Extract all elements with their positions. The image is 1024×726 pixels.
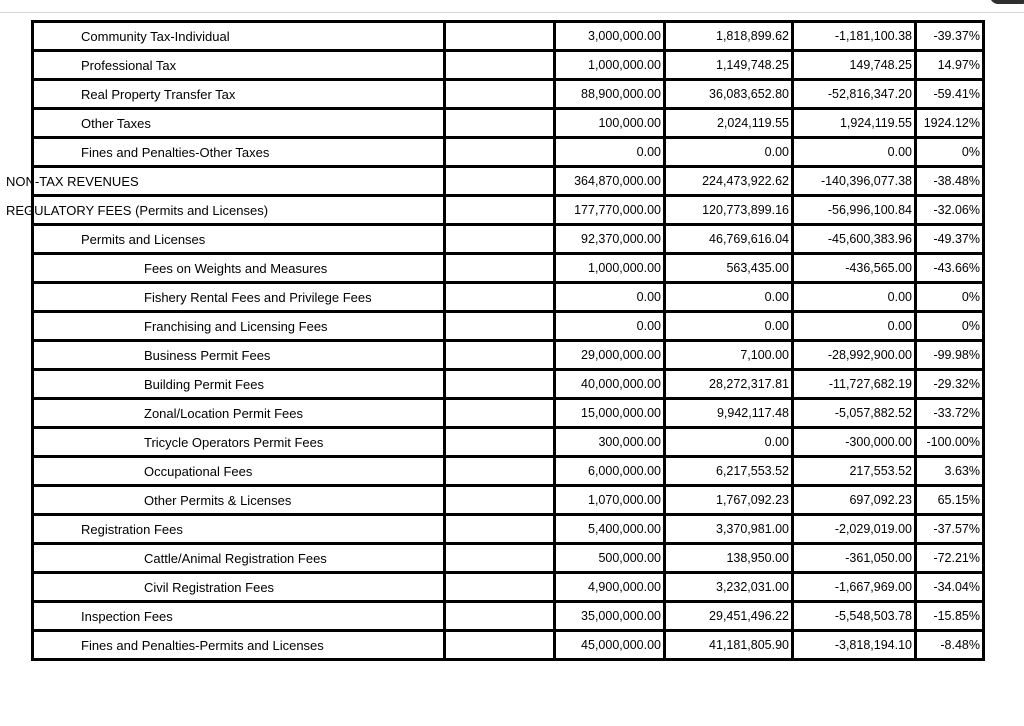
- row-label: Fees on Weights and Measures: [144, 260, 328, 276]
- budget-cell: 177,770,000.00: [555, 196, 665, 225]
- row-label: Fines and Penalties-Permits and Licenses: [81, 637, 324, 653]
- variance-cell: -2,029,019.00: [793, 515, 916, 544]
- revenue-table-body: [6, 22, 984, 660]
- row-label-cell: [33, 399, 445, 428]
- budget-cell: 5,400,000.00: [555, 515, 665, 544]
- budget-cell: 88,900,000.00: [555, 80, 665, 109]
- variance-cell: 149,748.25: [793, 51, 916, 80]
- percent-cell: -43.66%: [916, 254, 984, 283]
- budget-cell: 0.00: [555, 138, 665, 167]
- actual-cell: 6,217,553.52: [665, 457, 793, 486]
- budget-cell: 4,900,000.00: [555, 573, 665, 602]
- empty-cell: [445, 370, 555, 399]
- percent-cell: 0%: [916, 283, 984, 312]
- actual-cell: 120,773,899.16: [665, 196, 793, 225]
- row-label: Tricycle Operators Permit Fees: [144, 434, 324, 450]
- actual-cell: 7,100.00: [665, 341, 793, 370]
- actual-cell: 138,950.00: [665, 544, 793, 573]
- budget-cell: 1,070,000.00: [555, 486, 665, 515]
- row-label: Zonal/Location Permit Fees: [144, 405, 303, 421]
- row-label: Franchising and Licensing Fees: [144, 318, 328, 334]
- empty-cell: [445, 573, 555, 602]
- percent-cell: 0%: [916, 312, 984, 341]
- table-row: [33, 457, 984, 486]
- row-label-cell: [6, 196, 445, 225]
- row-label: Permits and Licenses: [81, 231, 206, 247]
- budget-cell: 3,000,000.00: [555, 22, 665, 51]
- row-label: Community Tax-Individual: [81, 28, 230, 44]
- row-label-cell: [33, 428, 445, 457]
- table-row: [33, 399, 984, 428]
- table-row: [33, 22, 984, 51]
- row-label-cell: [33, 254, 445, 283]
- empty-cell: [445, 486, 555, 515]
- budget-cell: 500,000.00: [555, 544, 665, 573]
- budget-cell: 1,000,000.00: [555, 51, 665, 80]
- row-label-cell: [33, 515, 445, 544]
- percent-cell: -59.41%: [916, 80, 984, 109]
- empty-cell: [445, 399, 555, 428]
- actual-cell: 46,769,616.04: [665, 225, 793, 254]
- row-label-cell: [33, 283, 445, 312]
- empty-cell: [445, 138, 555, 167]
- table-row: [33, 341, 984, 370]
- variance-cell: 0.00: [793, 138, 916, 167]
- row-label-cell: [33, 573, 445, 602]
- empty-cell: [445, 225, 555, 254]
- actual-cell: 224,473,922.62: [665, 167, 793, 196]
- row-label: Professional Tax: [81, 57, 177, 73]
- percent-cell: -32.06%: [916, 196, 984, 225]
- table-row: [33, 428, 984, 457]
- variance-cell: -5,548,503.78: [793, 602, 916, 631]
- actual-cell: 1,149,748.25: [665, 51, 793, 80]
- empty-cell: [445, 631, 555, 660]
- variance-cell: -3,818,194.10: [793, 631, 916, 660]
- variance-cell: -1,181,100.38: [793, 22, 916, 51]
- budget-cell: 29,000,000.00: [555, 341, 665, 370]
- variance-cell: 1,924,119.55: [793, 109, 916, 138]
- percent-cell: -49.37%: [916, 225, 984, 254]
- actual-cell: 3,370,981.00: [665, 515, 793, 544]
- variance-cell: -1,667,969.00: [793, 573, 916, 602]
- variance-cell: -361,050.00: [793, 544, 916, 573]
- window-corner-control[interactable]: [990, 0, 1024, 4]
- empty-cell: [445, 428, 555, 457]
- row-label: Real Property Transfer Tax: [81, 86, 236, 102]
- table-row: [33, 138, 984, 167]
- actual-cell: 3,232,031.00: [665, 573, 793, 602]
- row-label-cell: [33, 109, 445, 138]
- empty-cell: [445, 167, 555, 196]
- budget-cell: 45,000,000.00: [555, 631, 665, 660]
- actual-cell: 0.00: [665, 138, 793, 167]
- variance-cell: 0.00: [793, 312, 916, 341]
- percent-cell: -38.48%: [916, 167, 984, 196]
- variance-cell: -45,600,383.96: [793, 225, 916, 254]
- table-row: [33, 631, 984, 660]
- table-row: [33, 283, 984, 312]
- row-label-cell: [33, 602, 445, 631]
- empty-cell: [445, 544, 555, 573]
- variance-cell: -56,996,100.84: [793, 196, 916, 225]
- budget-cell: 92,370,000.00: [555, 225, 665, 254]
- empty-cell: [445, 109, 555, 138]
- actual-cell: 0.00: [665, 283, 793, 312]
- table-row: [33, 254, 984, 283]
- row-label: Inspection Fees: [81, 608, 173, 624]
- empty-cell: [445, 341, 555, 370]
- empty-cell: [445, 602, 555, 631]
- table-row: [33, 167, 984, 196]
- percent-cell: -8.48%: [916, 631, 984, 660]
- empty-cell: [445, 457, 555, 486]
- row-label: Other Taxes: [81, 115, 151, 131]
- row-label-cell: [33, 225, 445, 254]
- percent-cell: -33.72%: [916, 399, 984, 428]
- row-label-cell: [33, 138, 445, 167]
- actual-cell: 9,942,117.48: [665, 399, 793, 428]
- row-label: REGULATORY FEES (Permits and Licenses): [6, 202, 269, 218]
- table-row: [33, 544, 984, 573]
- variance-cell: -11,727,682.19: [793, 370, 916, 399]
- actual-cell: 1,818,899.62: [665, 22, 793, 51]
- row-label-cell: [33, 51, 445, 80]
- budget-cell: 35,000,000.00: [555, 602, 665, 631]
- row-label: Cattle/Animal Registration Fees: [144, 550, 327, 566]
- row-label: Other Permits & Licenses: [144, 492, 292, 508]
- empty-cell: [445, 51, 555, 80]
- row-label: NON-TAX REVENUES: [6, 173, 139, 189]
- row-label-cell: [33, 457, 445, 486]
- budget-cell: 40,000,000.00: [555, 370, 665, 399]
- percent-cell: -72.21%: [916, 544, 984, 573]
- table-row: [33, 312, 984, 341]
- actual-cell: 41,181,805.90: [665, 631, 793, 660]
- variance-cell: 697,092.23: [793, 486, 916, 515]
- table-row: [33, 51, 984, 80]
- table-row: [33, 573, 984, 602]
- actual-cell: 2,024,119.55: [665, 109, 793, 138]
- actual-cell: 28,272,317.81: [665, 370, 793, 399]
- actual-cell: 0.00: [665, 428, 793, 457]
- variance-cell: 0.00: [793, 283, 916, 312]
- empty-cell: [445, 312, 555, 341]
- row-label-cell: [33, 631, 445, 660]
- actual-cell: 29,451,496.22: [665, 602, 793, 631]
- table-row: [33, 515, 984, 544]
- percent-cell: -100.00%: [916, 428, 984, 457]
- empty-cell: [445, 515, 555, 544]
- row-label: Business Permit Fees: [144, 347, 271, 363]
- table-row: [33, 602, 984, 631]
- percent-cell: 1924.12%: [916, 109, 984, 138]
- row-label: Fines and Penalties-Other Taxes: [81, 144, 270, 160]
- percent-cell: -34.04%: [916, 573, 984, 602]
- empty-cell: [445, 283, 555, 312]
- table-row: [33, 80, 984, 109]
- empty-cell: [445, 22, 555, 51]
- table-row: [33, 486, 984, 515]
- percent-cell: -99.98%: [916, 341, 984, 370]
- variance-cell: -28,992,900.00: [793, 341, 916, 370]
- table-row: [33, 370, 984, 399]
- row-label-cell: [33, 544, 445, 573]
- top-divider: [0, 12, 1024, 13]
- percent-cell: -39.37%: [916, 22, 984, 51]
- row-label-cell: [33, 486, 445, 515]
- budget-cell: 0.00: [555, 283, 665, 312]
- row-label: Building Permit Fees: [144, 376, 264, 392]
- row-label-cell: [33, 312, 445, 341]
- table-row: [33, 225, 984, 254]
- row-label-cell: [33, 341, 445, 370]
- actual-cell: 0.00: [665, 312, 793, 341]
- budget-cell: 300,000.00: [555, 428, 665, 457]
- budget-cell: 1,000,000.00: [555, 254, 665, 283]
- variance-cell: -140,396,077.38: [793, 167, 916, 196]
- variance-cell: 217,553.52: [793, 457, 916, 486]
- table-row: [33, 196, 984, 225]
- percent-cell: 65.15%: [916, 486, 984, 515]
- variance-cell: -5,057,882.52: [793, 399, 916, 428]
- row-label-cell: [33, 22, 445, 51]
- actual-cell: 36,083,652.80: [665, 80, 793, 109]
- percent-cell: -15.85%: [916, 602, 984, 631]
- row-label: Occupational Fees: [144, 463, 253, 479]
- percent-cell: 14.97%: [916, 51, 984, 80]
- actual-cell: 1,767,092.23: [665, 486, 793, 515]
- row-label: Fishery Rental Fees and Privilege Fees: [144, 289, 372, 305]
- variance-cell: -300,000.00: [793, 428, 916, 457]
- budget-cell: 364,870,000.00: [555, 167, 665, 196]
- row-label-cell: [33, 370, 445, 399]
- actual-cell: 563,435.00: [665, 254, 793, 283]
- empty-cell: [445, 196, 555, 225]
- variance-cell: -52,816,347.20: [793, 80, 916, 109]
- percent-cell: 0%: [916, 138, 984, 167]
- percent-cell: 3.63%: [916, 457, 984, 486]
- empty-cell: [445, 80, 555, 109]
- empty-cell: [445, 254, 555, 283]
- table-row: [33, 109, 984, 138]
- budget-cell: 100,000.00: [555, 109, 665, 138]
- budget-cell: 15,000,000.00: [555, 399, 665, 428]
- row-label: Civil Registration Fees: [144, 579, 275, 595]
- budget-cell: 6,000,000.00: [555, 457, 665, 486]
- row-label: Registration Fees: [81, 521, 183, 537]
- variance-cell: -436,565.00: [793, 254, 916, 283]
- budget-cell: 0.00: [555, 312, 665, 341]
- percent-cell: -29.32%: [916, 370, 984, 399]
- percent-cell: -37.57%: [916, 515, 984, 544]
- row-label-cell: [6, 167, 445, 196]
- row-label-cell: [33, 80, 445, 109]
- revenue-table: [6, 20, 985, 661]
